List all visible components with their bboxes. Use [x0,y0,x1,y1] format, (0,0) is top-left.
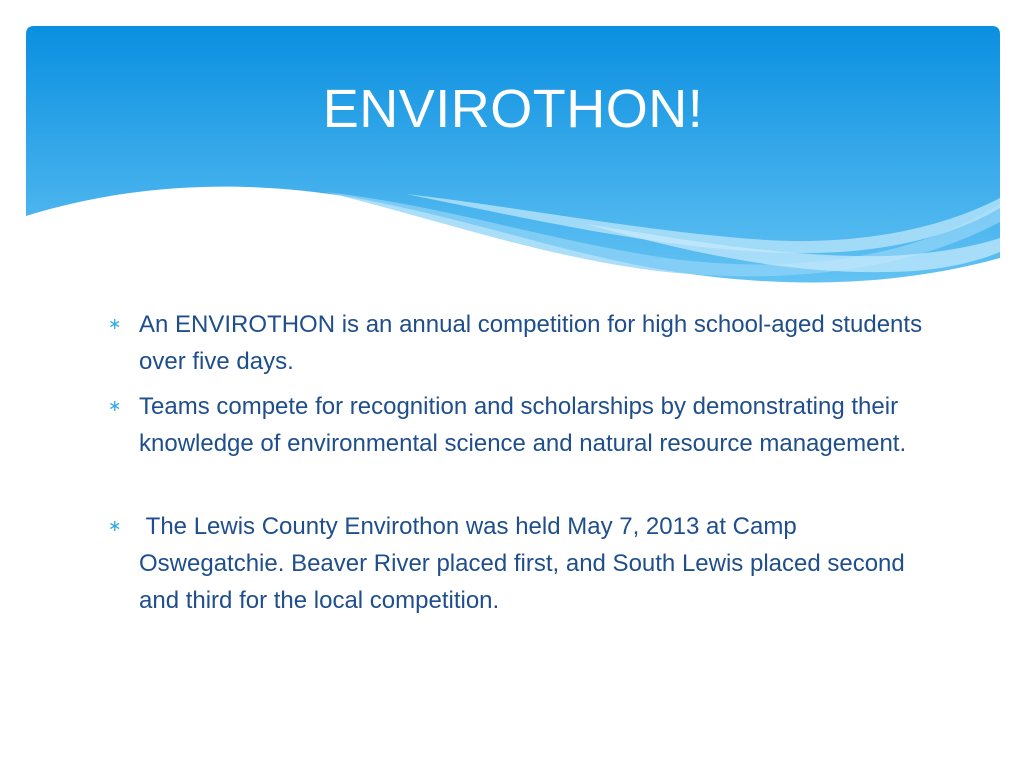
wave-background [26,26,1000,288]
asterisk-bullet-icon: ∗ [108,398,122,415]
bullet-list [104,306,924,619]
title-banner [26,26,1000,288]
bullet-text: Teams compete for recognition and scholarships by demonstrating their knowledge of environmental science and natural resource management. [139,393,907,457]
bullet-item [104,508,924,619]
bullet-text: An ENVIROTHON is an annual competition for high school-aged students over five days. [139,311,923,375]
asterisk-bullet-icon: ∗ [108,316,122,333]
bullet-item [104,306,924,380]
bullet-text: The Lewis County Envirothon was held May 7, 2013 at Camp Oswegatchie. Beaver River placed first, and South Lewis placed second and third for the local competition. [139,513,912,614]
slide-title: ENVIROTHON! [322,79,704,139]
bullet-item [104,388,924,462]
asterisk-bullet-icon: ∗ [108,518,122,535]
